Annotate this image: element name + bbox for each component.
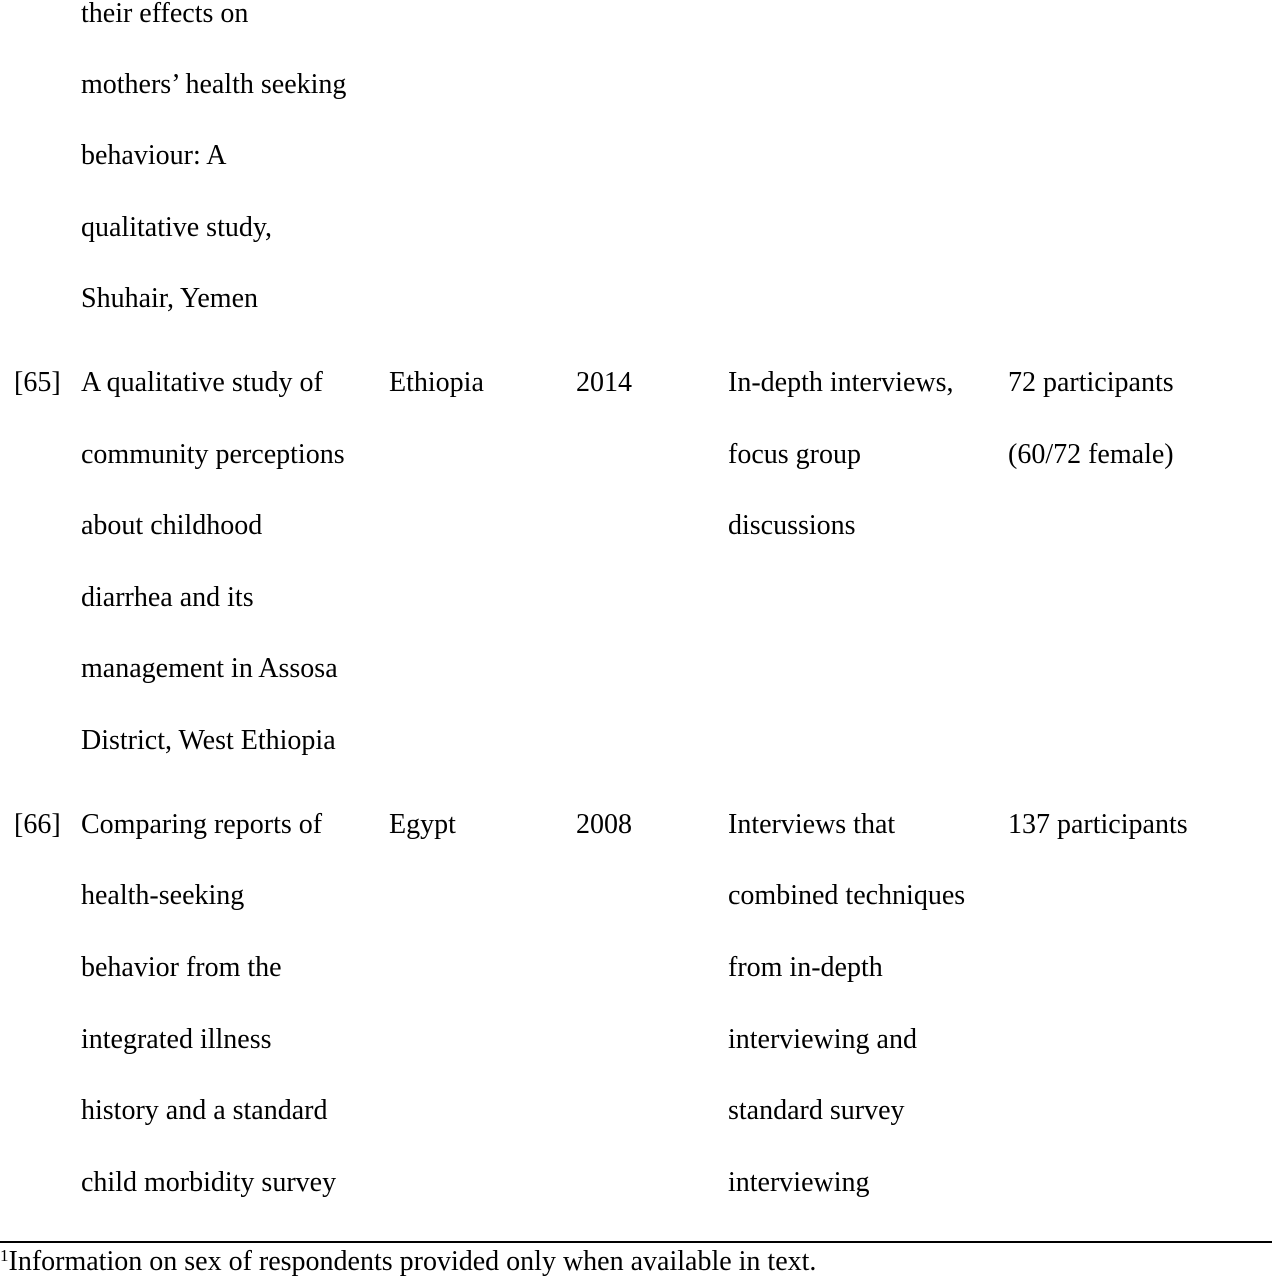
sample-line: 137 participants (1008, 809, 1188, 840)
title-line: community perceptions (81, 439, 345, 470)
title-line: health-seeking (81, 880, 245, 911)
year-cell: 2008 (576, 809, 632, 840)
title-line: Comparing reports of (81, 809, 323, 840)
title-line: integrated illness (81, 1024, 272, 1055)
reference-cell: [65] (14, 367, 61, 398)
country-cell: Egypt (389, 809, 456, 840)
title-line: behaviour: A (81, 140, 227, 171)
title-line: District, West Ethiopia (81, 725, 336, 756)
table-bottom-rule (0, 1241, 1272, 1243)
method-line: In-depth interviews, (728, 367, 954, 398)
method-line: standard survey (728, 1095, 905, 1126)
method-line: Interviews that (728, 809, 896, 840)
sample-line: (60/72 female) (1008, 439, 1174, 470)
title-line: about childhood (81, 510, 263, 541)
title-line: management in Assosa (81, 653, 338, 684)
title-line: diarrhea and its (81, 582, 254, 613)
method-line: focus group (728, 439, 861, 470)
sample-line: 72 participants (1008, 367, 1174, 398)
footnote-text: Information on sex of respondents provided only when available in text. (8, 1246, 817, 1277)
title-line: Shuhair, Yemen (81, 283, 258, 314)
title-line: mothers’ health seeking (81, 69, 347, 100)
reference-cell: [66] (14, 809, 61, 840)
footnote (0, 1246, 816, 1278)
title-line: qualitative study, (81, 212, 273, 243)
country-cell: Ethiopia (389, 367, 484, 398)
title-line: history and a standard (81, 1095, 328, 1126)
title-line: child morbidity survey (81, 1167, 337, 1198)
title-line: their effects on (81, 0, 249, 29)
method-line: interviewing (728, 1167, 870, 1198)
title-line: A qualitative study of (81, 367, 323, 398)
method-line: combined techniques (728, 880, 966, 911)
title-line: behavior from the (81, 952, 282, 983)
method-line: from in-depth (728, 952, 883, 983)
method-line: discussions (728, 510, 856, 541)
method-line: interviewing and (728, 1024, 917, 1055)
year-cell: 2014 (576, 367, 632, 398)
footnote-marker: 1 (0, 1246, 9, 1265)
